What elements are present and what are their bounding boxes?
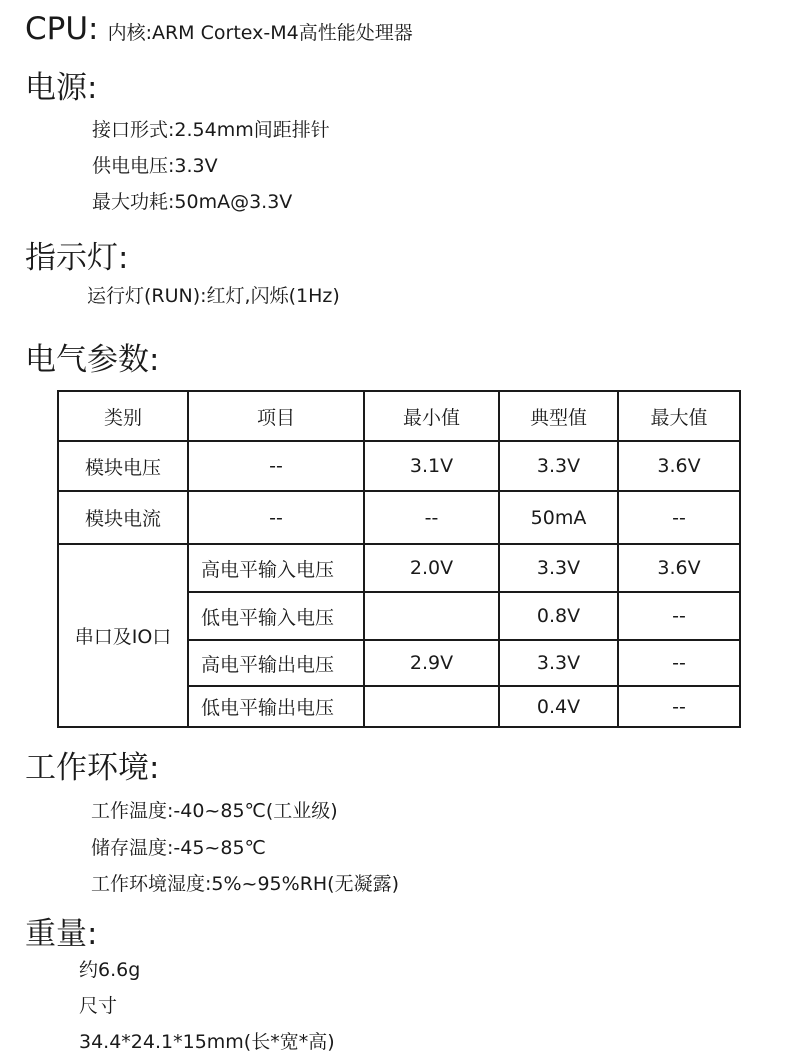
cell-item: 低电平输出电压	[188, 686, 364, 727]
power-interface: 接口形式:2.54mm间距排针	[92, 119, 330, 141]
cell-max: 3.6V	[618, 544, 740, 592]
header-typ: 典型值	[499, 391, 618, 441]
indicator-run: 运行灯(RUN):红灯,闪烁(1Hz)	[87, 285, 340, 307]
header-category: 类别	[58, 391, 188, 441]
cell-typ: 0.8V	[499, 592, 618, 640]
header-item: 项目	[188, 391, 364, 441]
cell-item: --	[188, 441, 364, 491]
cell-max: --	[618, 686, 740, 727]
power-heading: 电源:	[25, 70, 98, 106]
cell-typ: 3.3V	[499, 544, 618, 592]
cell-category: 模块电压	[58, 441, 188, 491]
cell-category: 串口及IO口	[58, 544, 188, 727]
table-row	[58, 491, 740, 544]
cell-category: 模块电流	[58, 491, 188, 544]
cell-item: 低电平输入电压	[188, 592, 364, 640]
size-value: 34.4*24.1*15mm(长*宽*高)	[79, 1031, 335, 1053]
cell-max: --	[618, 640, 740, 686]
cell-max: --	[618, 592, 740, 640]
table-row	[58, 441, 740, 491]
power-voltage: 供电电压:3.3V	[92, 155, 218, 177]
cell-typ: 0.4V	[499, 686, 618, 727]
environment-heading: 工作环境:	[25, 750, 160, 786]
cell-min: 2.0V	[364, 544, 499, 592]
cell-item: 高电平输入电压	[188, 544, 364, 592]
electrical-params-table	[57, 390, 741, 728]
cell-typ: 3.3V	[499, 441, 618, 491]
cell-max: --	[618, 491, 740, 544]
header-max: 最大值	[618, 391, 740, 441]
cell-min: --	[364, 491, 499, 544]
size-label: 尺寸	[79, 995, 118, 1017]
electrical-heading: 电气参数:	[25, 342, 160, 378]
cell-min: 2.9V	[364, 640, 499, 686]
cpu-heading: CPU:	[25, 11, 99, 47]
cell-min	[364, 686, 499, 727]
cpu-line	[25, 11, 413, 47]
header-min: 最小值	[364, 391, 499, 441]
cell-typ: 3.3V	[499, 640, 618, 686]
table-header-row	[58, 391, 740, 441]
power-max-consumption: 最大功耗:50mA@3.3V	[92, 191, 293, 213]
table-row	[58, 544, 740, 592]
cell-typ: 50mA	[499, 491, 618, 544]
cpu-core-text: 内核:ARM Cortex-M4高性能处理器	[107, 22, 413, 44]
env-operating-temp: 工作温度:-40~85℃(工业级)	[91, 800, 338, 822]
cell-item: --	[188, 491, 364, 544]
cell-max: 3.6V	[618, 441, 740, 491]
weight-value: 约6.6g	[79, 959, 141, 981]
cell-min	[364, 592, 499, 640]
env-humidity: 工作环境湿度:5%~95%RH(无凝露)	[91, 873, 400, 895]
indicator-heading: 指示灯:	[25, 240, 129, 276]
weight-heading: 重量:	[25, 916, 98, 952]
env-storage-temp: 储存温度:-45~85℃	[91, 837, 266, 859]
cell-min: 3.1V	[364, 441, 499, 491]
cell-item: 高电平输出电压	[188, 640, 364, 686]
